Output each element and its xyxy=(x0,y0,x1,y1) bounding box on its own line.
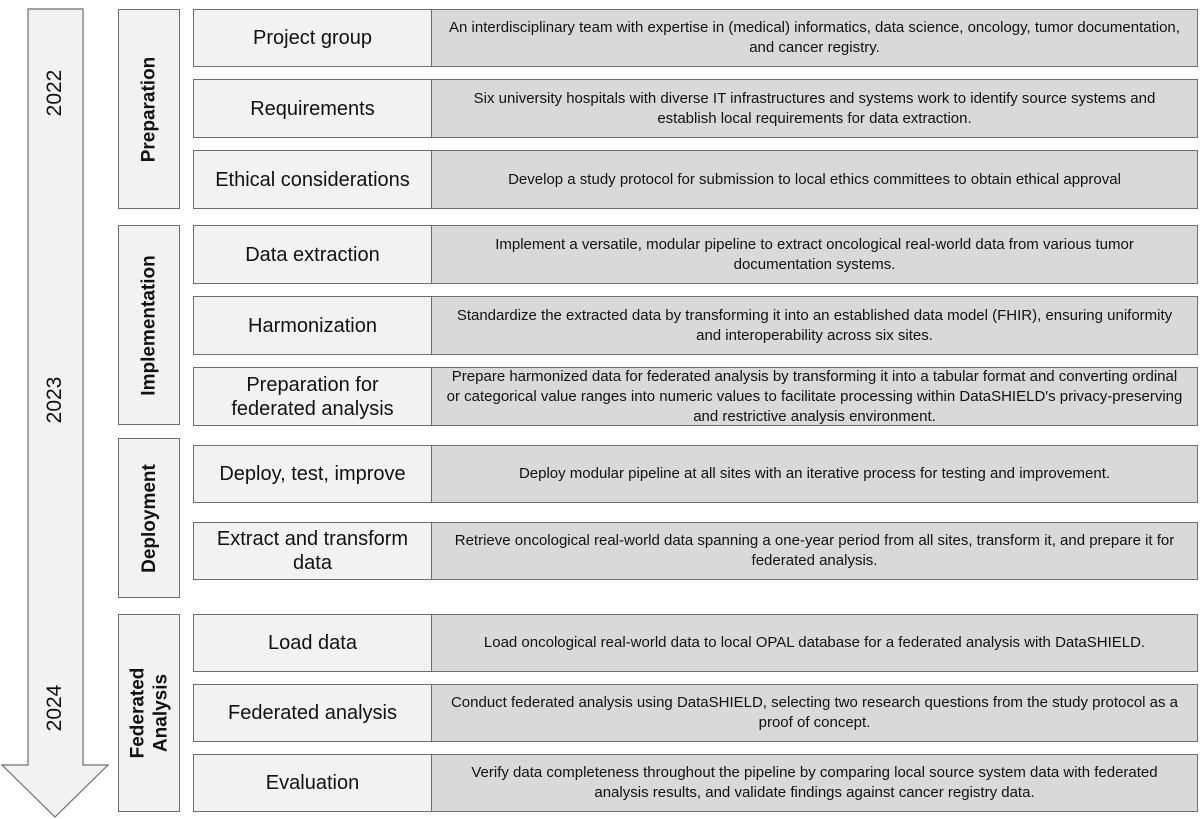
step-title: Evaluation xyxy=(194,755,432,811)
step-description: Standardize the extracted data by transforming it into an established data model (FHIR), ensuring uniformity and interoperability across six sites. xyxy=(432,297,1197,354)
step-title: Project group xyxy=(194,10,432,66)
step-description: An interdisciplinary team with expertise in (medical) informatics, data science, oncology, tumor documentation, and cancer registry. xyxy=(432,10,1197,66)
phase-preparation xyxy=(118,9,180,209)
year-label-2022: 2022 xyxy=(43,69,66,117)
step-requirements xyxy=(193,79,1198,138)
step-description: Develop a study protocol for submission to local ethics committees to obtain ethical approval xyxy=(432,151,1197,208)
step-evaluation xyxy=(193,754,1198,812)
step-title: Extract and transform data xyxy=(194,523,432,579)
step-harmonization xyxy=(193,296,1198,355)
step-data-extraction xyxy=(193,225,1198,284)
step-description: Conduct federated analysis using DataSHIELD, selecting two research questions from the study protocol as a proof of concept. xyxy=(432,685,1197,741)
phase-label: Federated Analysis xyxy=(127,667,171,759)
step-description: Implement a versatile, modular pipeline to extract oncological real-world data from various tumor documentation systems. xyxy=(432,226,1197,283)
phase-label: Implementation xyxy=(138,254,160,396)
step-description: Verify data completeness throughout the pipeline by comparing local source system data with federated analysis results, and validate findings against cancer registry data. xyxy=(432,755,1197,811)
phase-deployment xyxy=(118,438,180,598)
step-title: Preparation for federated analysis xyxy=(194,368,432,425)
step-description: Six university hospitals with diverse IT infrastructures and systems work to identify source systems and establish local requirements for data extraction. xyxy=(432,80,1197,137)
phase-label: Deployment xyxy=(138,463,160,573)
step-title: Federated analysis xyxy=(194,685,432,741)
step-preparation-federated-analysis xyxy=(193,367,1198,426)
step-ethical-considerations xyxy=(193,150,1198,209)
step-title: Harmonization xyxy=(194,297,432,354)
phase-federated-analysis xyxy=(118,614,180,812)
phase-label: Preparation xyxy=(138,56,160,162)
step-project-group xyxy=(193,9,1198,67)
step-description: Prepare harmonized data for federated analysis by transforming it into a tabular format and converting ordinal or categorical value ranges into numeric values to facilitate processing within DataSHIELD's privacy-preserving and restrictive analysis environment. xyxy=(432,368,1197,425)
step-load-data xyxy=(193,614,1198,672)
step-extract-transform-data xyxy=(193,522,1198,580)
step-description: Retrieve oncological real-world data spanning a one-year period from all sites, transform it, and prepare it for federated analysis. xyxy=(432,523,1197,579)
step-federated-analysis xyxy=(193,684,1198,742)
year-label-2024: 2024 xyxy=(43,684,66,732)
phase-implementation xyxy=(118,225,180,425)
step-description: Deploy modular pipeline at all sites with an iterative process for testing and improvement. xyxy=(432,446,1197,502)
step-title: Data extraction xyxy=(194,226,432,283)
step-description: Load oncological real-world data to local OPAL database for a federated analysis with DataSHIELD. xyxy=(432,615,1197,671)
step-title: Load data xyxy=(194,615,432,671)
step-title: Ethical considerations xyxy=(194,151,432,208)
step-deploy-test-improve xyxy=(193,445,1198,503)
step-title: Requirements xyxy=(194,80,432,137)
step-title: Deploy, test, improve xyxy=(194,446,432,502)
year-label-2023: 2023 xyxy=(43,376,66,424)
